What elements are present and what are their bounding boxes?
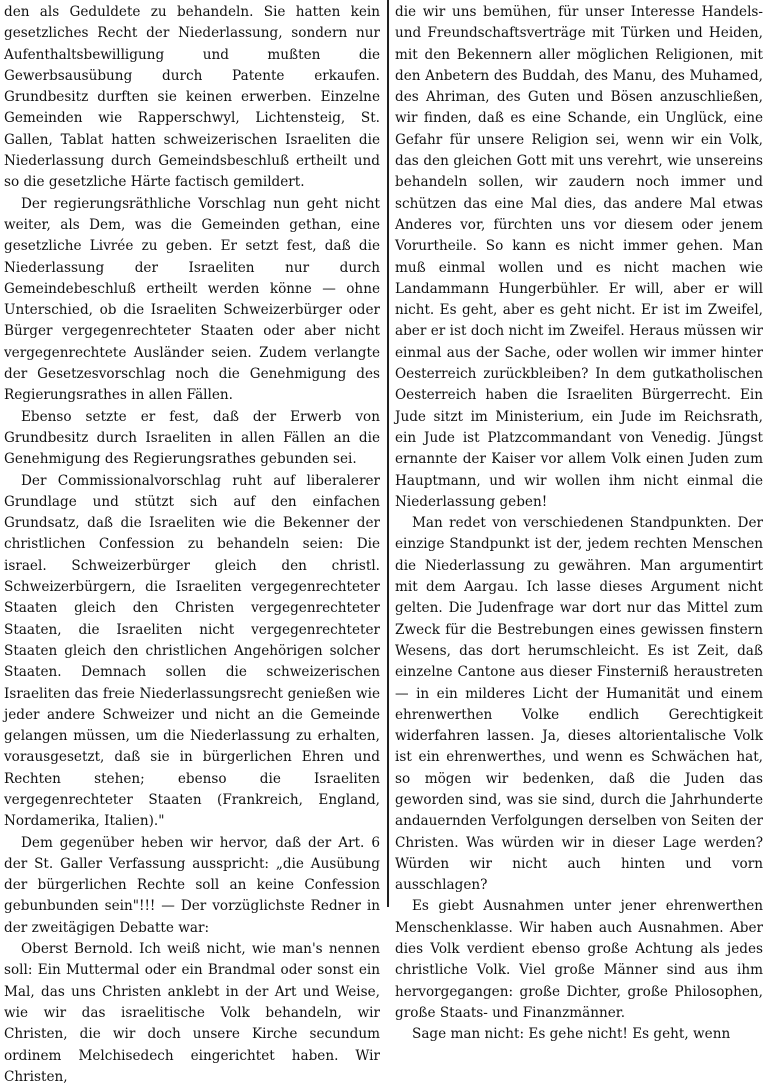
paragraph: die wir uns bemühen, für unser Interesse Handels- und Freundschaftsverträge mit Türken und Heiden, mit den Bekennern aller möglichen Religionen, mit den Anbetern des Buddah, des Manu, des Muhamed, des Ahriman, des Guten und Bösen anzuschließen, wir finden, daß es eine Schande, ein Unglück, eine Gefahr für unsere Religion sei, wenn wir ein Volk, das den gleichen Gott mit uns verehrt, wie unsereins behandeln sollen, wir zaudern noch immer und schützen das eine Mal dies, das andere Mal etwas Anderes vor, fürchten uns vor diesem oder jenem Vorurtheile. So kann es nicht immer gehen. Man muß einmal wollen und es nicht machen wie Landammann Hungerbühler. Er will, aber er will nicht. Es geht, aber es geht nicht. Er ist im Zweifel, aber er ist doch nicht im Zweifel. Heraus müssen wir einmal aus der Sache, oder wollen wir immer hinter Oesterreich zurückbleiben? In dem gutkatholischen Oesterreich haben die Israeliten Bürgerrecht. Ein Jude sitzt im Ministerium, ein Jude im Reichsrath, ein Jude ist Platzcommandant von Venedig. Jüngst ernannte der Kaiser vor allem Volk einen Juden zum Hauptmann, und wir wollen ihm nicht einmal die Niederlassung geben!	[395, 4, 763, 510]
right-column	[395, 2, 763, 1046]
left-column	[4, 2, 380, 1088]
paragraph: Es giebt Ausnahmen unter jener ehrenwerthen Menschenklasse. Wir haben auch Ausnahmen. Aber dies Volk verdient ebenso große Achtung als jedes christliche Volk. Viel große Männer sind aus ihm hervorgegangen: große Dichter, große Philosophen, große Staats- und Finanzmänner.	[395, 898, 763, 1021]
paragraph: Sage man nicht: Es gehe nicht! Es geht, wenn	[412, 1026, 731, 1043]
column-divider	[387, 0, 389, 907]
paragraph: Ebenso setzte er fest, daß der Erwerb von Grundbesitz durch Israeliten in allen Fällen an die Genehmigung des Regierungsrathes gebunden sei.	[4, 408, 380, 468]
paragraph: den als Geduldete zu behandeln. Sie hatten kein gesetzliches Recht der Niederlassung, sondern nur Aufenthaltsbewilligung und mußten die Gewerbsausübung durch Patente erkaufen. Grundbesitz durften sie keinen erwerben. Einzelne Gemeinden wie Rapperschwyl, Lichtensteig, St. Gallen, Tablat hatten schweizerischen Israeliten die Niederlassung durch Gemeindsbeschluß ertheilt und so die gesetzliche Härte factisch gemildert.	[4, 4, 380, 191]
paragraph: Der Commissionalvorschlag ruht auf liberalerer Grundlage und stützt sich auf den einfachen Grundsatz, daß die Israeliten wie die Bekenner der christlichen Confession zu behandeln seien: Die israel. Schweizerbürger gleich den christl. Schweizerbürgern, die Israeliten vergegenrechteter Staaten gleich den Christen vergegenrechteter Staaten, die Israeliten nicht vergegenrechteter Staaten gleich den christlichen Angehörigen solcher Staaten. Demnach sollen die schweizerischen Israeliten das freie Niederlassungsrecht genießen wie jeder andere Schweizer und nicht an die Gemeinde gelangen müssen, um die Niederlassung zu erhalten, vorausgesetzt, daß sie in bürgerlichen Ehren und Rechten stehen; ebenso die Israeliten vergegenrechteter Staaten (Frankreich, England, Nordamerika, Italien)."	[4, 472, 380, 830]
paragraph: Oberst Bernold. Ich weiß nicht, wie man's nennen soll: Ein Muttermal oder ein Brandmal oder sonst ein Mal, das uns Christen anklebt in der Art und Weise, wie wir das israelitische Volk behandeln, wir Christen, die wir doch unsere Kirche secundum ordinem Melchisedech eingerichtet haben. Wir Christen,	[4, 941, 380, 1085]
paragraph: Dem gegenüber heben wir hervor, daß der Art. 6 der St. Galler Verfassung ausspricht: „die Ausübung der bürgerlichen Rechte soll an keine Confession gebunbunden sein"!!! — Der vorzüglichste Redner in der zweitägigen Debatte war:	[4, 834, 380, 936]
paragraph: Der regierungsräthliche Vorschlag nun geht nicht weiter, als Dem, was die Gemeinden gethan, eine gesetzliche Livrée zu geben. Er setzt fest, daß die Niederlassung der Israeliten nur durch Gemeindebeschluß ertheilt werden könne — ohne Unterschied, ob die Israeliten Schweizerbürger oder Bürger vergegenrechteter Staaten oder aber nicht vergegenrechtete Ausländer seien. Zudem verlangte der Gesetzesvorschlag noch die Genehmigung des Regierungsrathes in allen Fällen.	[4, 195, 380, 404]
paragraph: Man redet von verschiedenen Standpunkten. Der einzige Standpunkt ist der, jedem rechten Menschen die Niederlassung zu gewähren. Man argumentirt mit dem Aargau. Ich lasse dieses Argument nicht gelten. Die Judenfrage war dort nur das Mittel zum Zweck für die Bestrebungen eines gewissen finstern Wesens, das dort herumschleicht. Es ist Zeit, daß einzelne Cantone aus dieser Finsterniß heraustreten — in ein milderes Licht der Humanität und einem ehrenwerthen Volke endlich Gerechtigkeit widerfahren lassen. Ja, dieses altorientalische Volk ist ein ehrenwerthes, und wenn es Schwächen hat, so mögen wir bedenken, daß die Juden das geworden sind, was sie sind, durch die Jahrhunderte andauernden Verfolgungen derselben von Seiten der Christen. Was würden wir in dieser Lage werden? Würden wir nicht auch hinten und vorn ausschlagen?	[395, 515, 763, 894]
